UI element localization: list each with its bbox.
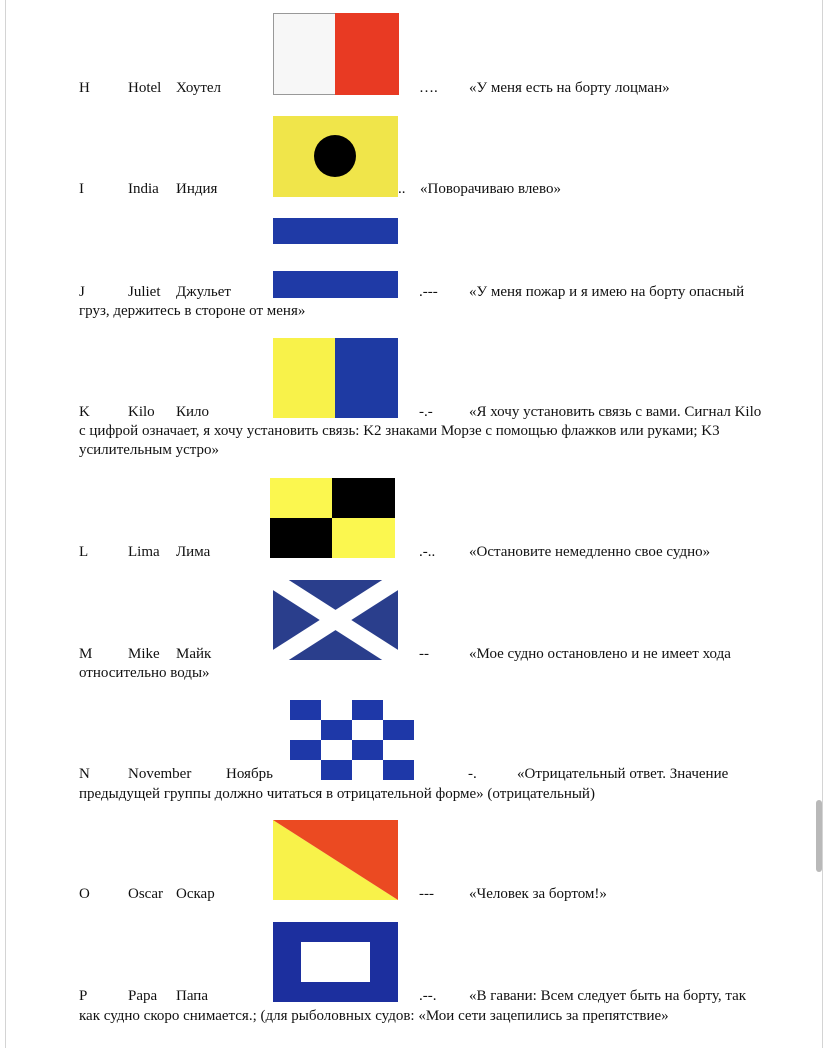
flag-letter: M — [79, 646, 93, 662]
morse-code: -- — [419, 646, 429, 662]
flag-letter: N — [79, 766, 90, 782]
flag-letter: P — [79, 988, 88, 1004]
flag-letter: J — [79, 284, 85, 300]
flag-meaning-continued: с цифрой означает, я хочу установить связь: K2 знаками Морзе с помощью флажков или руками; K3 — [79, 423, 720, 439]
flag-meaning: «Остановите немедленно свое судно» — [469, 544, 711, 560]
flag-meaning-continued-2: усилительным устро» — [79, 442, 219, 458]
flag-letter: K — [79, 404, 90, 420]
page-edge-right — [822, 0, 823, 1048]
morse-code: …. — [419, 80, 438, 96]
flag-meaning: «Я хочу установить связь с вами. Сигнал Kilo — [469, 404, 762, 420]
november-flag-image — [290, 700, 414, 780]
flag-meaning-continued: относительно воды» — [79, 665, 210, 681]
flag-letter: O — [79, 886, 90, 902]
flag-meaning: «Мое судно остановлено и не имеет хода — [469, 646, 731, 662]
flag-meaning: «У меня есть на борту лоцман» — [469, 80, 670, 96]
morse-code: --- — [419, 886, 434, 902]
flag-meaning: «Отрицательный ответ. Значение — [517, 766, 729, 782]
mike-flag-image — [273, 580, 398, 660]
flag-name-ru: Лима — [176, 544, 211, 560]
flag-meaning: «Человек за бортом!» — [469, 886, 607, 902]
flag-meaning: «В гавани: Всем следует быть на борту, так — [469, 988, 747, 1004]
india-flag-image — [273, 116, 398, 197]
flag-name: Juliet — [128, 284, 161, 300]
morse-code: -. — [468, 766, 477, 782]
flag-meaning-continued: как судно скоро снимается.; (для рыболовных судов: «Мои сети зацепились за препятствие» — [79, 1008, 669, 1024]
flag-name-ru: Ноябрь — [226, 766, 273, 782]
flag-name-ru: Папа — [176, 988, 208, 1004]
morse-code: .-.. — [419, 544, 436, 560]
kilo-flag-image — [273, 338, 398, 418]
flag-name: Papa — [128, 988, 158, 1004]
flag-name-ru: Хоутел — [176, 80, 222, 96]
scrollbar-thumb[interactable] — [816, 800, 822, 872]
morse-code: .--- — [419, 284, 438, 300]
flag-name: Kilo — [128, 404, 155, 420]
flag-name-ru: Оскар — [176, 886, 215, 902]
flag-meaning-continued: груз, держитесь в стороне от меня» — [79, 303, 306, 319]
flag-letter: H — [79, 80, 90, 96]
flag-meaning: «Поворачиваю влево» — [420, 181, 561, 197]
flag-name: November — [128, 766, 192, 782]
morse-code: -.- — [419, 404, 433, 420]
flag-letter: L — [79, 544, 89, 560]
flag-name-ru: Кило — [176, 404, 210, 420]
flag-name: Lima — [128, 544, 160, 560]
flag-name-ru: Майк — [176, 646, 212, 662]
flag-name-ru: Индия — [176, 181, 218, 197]
flag-meaning: «У меня пожар и я имею на борту опасный — [469, 284, 745, 300]
morse-code: .. — [398, 181, 406, 197]
flag-name: Oscar — [128, 886, 163, 902]
flag-name: Mike — [128, 646, 160, 662]
hotel-flag-image — [273, 13, 399, 95]
papa-flag-image — [273, 922, 398, 1002]
page-edge-left — [5, 0, 6, 1048]
morse-code: .--. — [419, 988, 437, 1004]
flag-name-ru: Джульет — [176, 284, 231, 300]
juliet-flag-image — [273, 218, 398, 298]
flag-name: Hotel — [128, 80, 162, 96]
lima-flag-image — [270, 478, 395, 558]
flag-meaning-continued: предыдущей группы должно читаться в отрицательной форме» (отрицательный) — [79, 786, 595, 802]
oscar-flag-image — [273, 820, 398, 900]
flag-letter: I — [79, 181, 84, 197]
flag-name: India — [128, 181, 159, 197]
